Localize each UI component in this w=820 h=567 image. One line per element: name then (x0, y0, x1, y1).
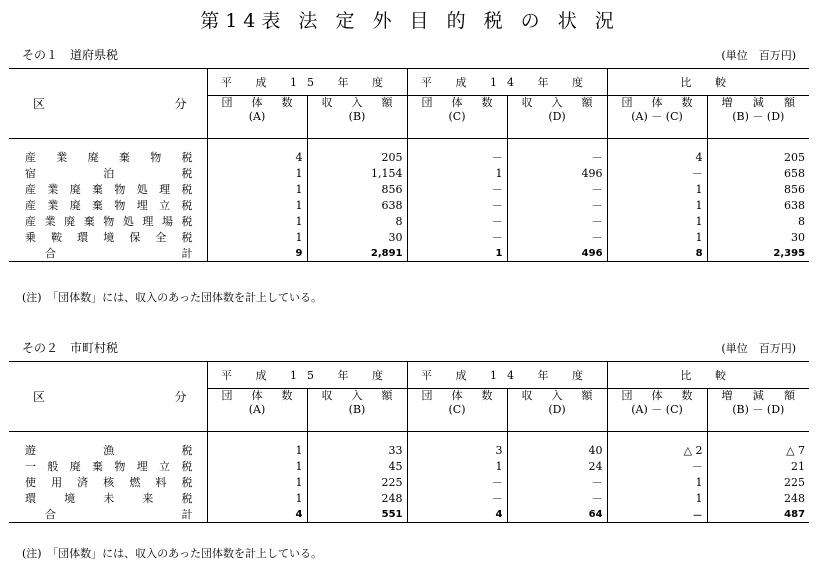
sub-header-code: (B) － (D) (732, 403, 785, 416)
table-cell: 1 (207, 442, 307, 458)
row-label-char: 使 (25, 476, 36, 489)
row-label-char: 税 (181, 183, 193, 196)
row-label-char: 廃 (69, 199, 81, 212)
table-cell: 33 (307, 442, 407, 458)
row-label-char: 産 (25, 199, 36, 212)
sub-header-char: 入 (551, 389, 563, 402)
row-label-char: 燃 (129, 476, 141, 489)
total-cell: 551 (307, 506, 407, 523)
row-label-char: 処 (122, 215, 134, 228)
row-label-char: 産 (25, 215, 36, 228)
row-label-char: 産 (25, 183, 36, 196)
table-cell: 1 (607, 181, 707, 197)
sub-header-char: 数 (281, 389, 293, 402)
total-row (9, 245, 809, 262)
table-cell: △ 7 (707, 442, 809, 458)
table-cell: 1 (207, 474, 307, 490)
sub-header-char: 団 (421, 389, 433, 402)
row-label (9, 490, 207, 506)
sub-header-char: 収 (521, 389, 533, 402)
row-label-char: 廃 (64, 215, 76, 228)
row-label-char: 鞍 (51, 231, 63, 244)
sub-header-char: 数 (481, 96, 493, 109)
sub-header-char: 増 (721, 389, 733, 402)
table-cell: 205 (707, 149, 809, 165)
sub-header-char: 額 (784, 389, 796, 402)
row-label-char: 税 (181, 492, 193, 505)
units-label-2: (単位 百万円) (721, 342, 796, 355)
group-header: 比 較 (607, 69, 809, 96)
sub-header-char: 増 (721, 96, 733, 109)
sub-header-code: (B) － (D) (732, 110, 785, 123)
row-label (9, 197, 207, 213)
sub-header-char: 体 (451, 96, 463, 109)
row-label (9, 229, 207, 245)
row-label-char: 理 (159, 183, 171, 196)
row-label-char: 境 (103, 231, 115, 244)
sub-header-char: 額 (381, 96, 393, 109)
row-label-char: 処 (136, 183, 148, 196)
row-label-char: 般 (47, 460, 59, 473)
sub-header-char: 数 (281, 96, 293, 109)
table-cell: － (507, 197, 607, 213)
total-cell: 9 (207, 245, 307, 262)
sub-header (207, 389, 307, 432)
table-cell: － (407, 181, 507, 197)
table-row (9, 149, 809, 165)
row-label (9, 442, 207, 458)
sub-header-code: (A) － (C) (631, 403, 683, 416)
sub-header-char: 体 (651, 389, 663, 402)
row-label-char: 廃 (69, 183, 81, 196)
table-cell: － (507, 181, 607, 197)
row-label-char: 税 (181, 460, 193, 473)
kubun-char: 分 (174, 390, 187, 404)
sub-header (707, 389, 809, 432)
row-label-char: 業 (47, 183, 59, 196)
group-header: 平 成 14 年 度 (407, 362, 607, 389)
row-label-char: 廃 (69, 460, 81, 473)
total-row (9, 506, 809, 523)
row-label-char: 済 (77, 476, 89, 489)
sub-header-code: (B) (348, 403, 366, 416)
total-cell: 496 (507, 245, 607, 262)
table-row (9, 474, 809, 490)
group-header: 平 成 14 年 度 (407, 69, 607, 96)
row-label-char: 環 (25, 492, 36, 505)
row-label (9, 165, 207, 181)
table-cell: － (607, 458, 707, 474)
row-label-char: 棄 (118, 151, 130, 164)
sub-header (607, 96, 707, 139)
total-cell: 8 (607, 245, 707, 262)
table-cell: 40 (507, 442, 607, 458)
row-label-char: 核 (103, 476, 115, 489)
table-cell: － (407, 213, 507, 229)
table-cell: 248 (707, 490, 809, 506)
sub-header (407, 96, 507, 139)
row-label-char: 漁 (103, 444, 115, 457)
kubun-char: 区 (33, 97, 46, 111)
row-label-char: 遊 (25, 444, 36, 457)
total-label-char: 計 (181, 508, 193, 521)
table-row (9, 490, 809, 506)
sub-header-char: 減 (752, 96, 764, 109)
row-label-char: 棄 (92, 460, 104, 473)
table-cell: 496 (507, 165, 607, 181)
sub-header (507, 96, 607, 139)
table-cell: 856 (307, 181, 407, 197)
total-label-char: 合 (45, 247, 56, 260)
row-label (9, 474, 207, 490)
table-cell: 8 (707, 213, 809, 229)
row-label-char: 税 (181, 231, 193, 244)
table-cell: － (507, 490, 607, 506)
total-cell: 1 (407, 245, 507, 262)
row-label-char: 税 (181, 167, 193, 180)
sub-header-char: 収 (321, 389, 333, 402)
sub-header-char: 体 (251, 389, 263, 402)
table-cell: 1 (607, 474, 707, 490)
table-cell: 1,154 (307, 165, 407, 181)
row-label (9, 181, 207, 197)
total-label (9, 506, 207, 523)
note-2: (注) 「団体数」には、収入のあった団体数を計上している。 (22, 547, 322, 560)
table-cell: △ 2 (607, 442, 707, 458)
table-cell: － (407, 490, 507, 506)
row-label-char: 産 (25, 151, 36, 164)
total-label-char: 合 (45, 508, 56, 521)
row-label-char: 埋 (136, 199, 148, 212)
table-cell: 45 (307, 458, 407, 474)
row-label-char: 廃 (87, 151, 99, 164)
row-label-char: 税 (181, 199, 193, 212)
row-label-char: 埋 (136, 460, 148, 473)
sub-header (307, 389, 407, 432)
total-cell: 2,395 (707, 245, 809, 262)
table-cell: － (407, 229, 507, 245)
row-label-char: 全 (155, 231, 167, 244)
table-cell: 1 (607, 229, 707, 245)
table-cell: 1 (207, 181, 307, 197)
table-cell: 1 (207, 229, 307, 245)
table-cell: － (407, 149, 507, 165)
row-label-char: 棄 (92, 183, 104, 196)
row-label-char: 立 (159, 199, 171, 212)
sub-header (707, 96, 809, 139)
table-row (9, 458, 809, 474)
table-cell: 225 (307, 474, 407, 490)
table-cell: 1 (207, 197, 307, 213)
table-cell: 1 (607, 197, 707, 213)
row-label-char: 物 (114, 460, 126, 473)
row-label-char: 泊 (103, 167, 115, 180)
row-label (9, 149, 207, 165)
section2-heading: その２ 市町村税 (22, 341, 119, 355)
row-label-char: 場 (161, 215, 173, 228)
row-label-char: 乗 (25, 231, 36, 244)
sub-header-char: 入 (551, 96, 563, 109)
sub-header-char: 額 (581, 96, 593, 109)
table-row (9, 181, 809, 197)
row-label-char: 環 (77, 231, 89, 244)
group-header: 平 成 15 年 度 (207, 69, 407, 96)
kubun-header (9, 362, 207, 432)
sub-header (507, 389, 607, 432)
note-1: (注) 「団体数」には、収入のあった団体数を計上している。 (22, 291, 322, 304)
table-cell: － (407, 474, 507, 490)
table-cell: － (507, 149, 607, 165)
table-cell: 30 (707, 229, 809, 245)
row-label-char: 一 (25, 460, 36, 473)
sub-header (407, 389, 507, 432)
row-label-char: 物 (103, 215, 115, 228)
sub-header (207, 96, 307, 139)
row-label-char: 物 (150, 151, 162, 164)
table-cell: 1 (407, 458, 507, 474)
table-cell: 1 (607, 490, 707, 506)
row-label-char: 棄 (83, 215, 95, 228)
total-cell: 4 (207, 506, 307, 523)
row-label-char: 来 (142, 492, 154, 505)
table-cell: － (507, 213, 607, 229)
table-row (9, 213, 809, 229)
table-cell: 1 (407, 165, 507, 181)
row-label-char: 税 (181, 215, 193, 228)
table-cell: 658 (707, 165, 809, 181)
row-label-char: 税 (181, 151, 193, 164)
sub-header (607, 389, 707, 432)
page-title: 第14表 法 定 外 目 的 税 の 状 況 (200, 10, 620, 32)
table-cell: 21 (707, 458, 809, 474)
sub-header-char: 団 (221, 389, 233, 402)
row-label-char: 物 (114, 183, 126, 196)
units-label-1: (単位 百万円) (721, 49, 796, 62)
sub-header (307, 96, 407, 139)
sub-header-char: 体 (251, 96, 263, 109)
sub-header-char: 収 (521, 96, 533, 109)
kubun-char: 区 (33, 390, 46, 404)
total-label-char: 計 (181, 247, 193, 260)
sub-header-char: 額 (581, 389, 593, 402)
total-label (9, 245, 207, 262)
table-cell: 856 (707, 181, 809, 197)
sub-header-char: 額 (784, 96, 796, 109)
row-label-char: 宿 (25, 167, 36, 180)
sub-header-code: (A) － (C) (631, 110, 683, 123)
row-label-char: 税 (181, 476, 193, 489)
row-label-char: 料 (155, 476, 167, 489)
row-label-char: 業 (44, 215, 56, 228)
table-cell: 1 (207, 490, 307, 506)
table-cell: － (507, 474, 607, 490)
table-cell: 1 (207, 213, 307, 229)
row-label (9, 458, 207, 474)
total-cell: 487 (707, 506, 809, 523)
sub-header-char: 体 (451, 389, 463, 402)
sub-header-char: 数 (681, 389, 693, 402)
prefectural-tax-table (9, 68, 809, 262)
municipal-tax-table (9, 361, 809, 523)
sub-header-code: (C) (448, 403, 466, 416)
kubun-header (9, 69, 207, 139)
row-label-char: 未 (103, 492, 115, 505)
table-cell: 205 (307, 149, 407, 165)
row-label-char: 理 (142, 215, 154, 228)
sub-header-char: 入 (351, 389, 363, 402)
sub-header-char: 団 (221, 96, 233, 109)
table-cell: 248 (307, 490, 407, 506)
table-row (9, 165, 809, 181)
table-cell: 1 (207, 165, 307, 181)
row-label-char: 用 (51, 476, 63, 489)
sub-header-char: 団 (621, 389, 633, 402)
row-label-char: 税 (181, 444, 193, 457)
group-header: 比 較 (607, 362, 809, 389)
table-cell: － (407, 197, 507, 213)
table-cell: 638 (307, 197, 407, 213)
table-cell: 30 (307, 229, 407, 245)
table-row (9, 197, 809, 213)
table-row (9, 442, 809, 458)
total-cell: 64 (507, 506, 607, 523)
sub-header-char: 減 (752, 389, 764, 402)
sub-header-char: 入 (351, 96, 363, 109)
row-label-char: 立 (159, 460, 171, 473)
sub-header-char: 団 (621, 96, 633, 109)
sub-header-char: 収 (321, 96, 333, 109)
row-label-char: 保 (129, 231, 141, 244)
group-header: 平 成 15 年 度 (207, 362, 407, 389)
table-cell: 1 (607, 213, 707, 229)
sub-header-code: (A) (248, 403, 266, 416)
row-label (9, 213, 207, 229)
sub-header-code: (D) (548, 110, 566, 123)
row-label-char: 境 (64, 492, 76, 505)
sub-header-char: 数 (681, 96, 693, 109)
total-cell: 2,891 (307, 245, 407, 262)
sub-header-char: 団 (421, 96, 433, 109)
row-label-char: 棄 (92, 199, 104, 212)
total-cell: － (607, 506, 707, 523)
kubun-char: 分 (174, 97, 187, 111)
sub-header-code: (D) (548, 403, 566, 416)
table-cell: 4 (607, 149, 707, 165)
sub-header-char: 数 (481, 389, 493, 402)
table-cell: 8 (307, 213, 407, 229)
table-cell: － (607, 165, 707, 181)
table-cell: 3 (407, 442, 507, 458)
row-label-char: 業 (47, 199, 59, 212)
table-row (9, 229, 809, 245)
sub-header-code: (A) (248, 110, 266, 123)
sub-header-code: (C) (448, 110, 466, 123)
table-cell: 638 (707, 197, 809, 213)
row-label-char: 物 (114, 199, 126, 212)
sub-header-code: (B) (348, 110, 366, 123)
table-cell: － (507, 229, 607, 245)
table-cell: 225 (707, 474, 809, 490)
table-cell: 1 (207, 458, 307, 474)
section1-heading: その１ 道府県税 (22, 48, 119, 62)
row-label-char: 業 (56, 151, 68, 164)
sub-header-char: 体 (651, 96, 663, 109)
table-cell: 24 (507, 458, 607, 474)
table-cell: 4 (207, 149, 307, 165)
sub-header-char: 額 (381, 389, 393, 402)
total-cell: 4 (407, 506, 507, 523)
